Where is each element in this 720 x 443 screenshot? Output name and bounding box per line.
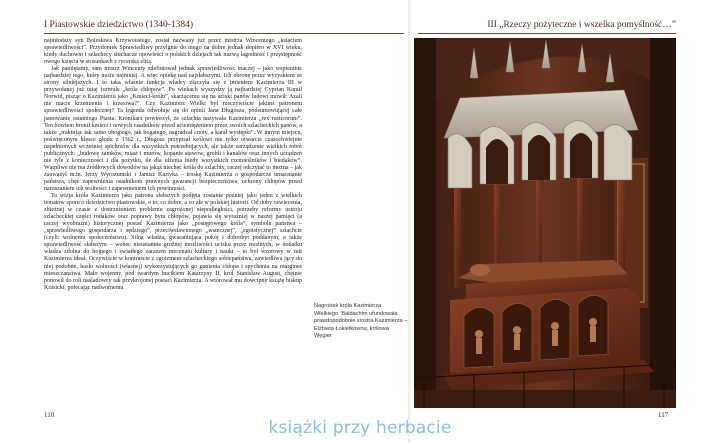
watermark: książki przy herbacie: [268, 418, 452, 438]
paragraph-2: Jak pamiętamy, sam mistrz Wincenty zdefiniował jednak sprawiedliwość inaczej – jako wspieranie najbardziej tego, który może najmniej. A więc opiekę nad najsłabszymi. Ich obronę przez wyzyskiem ze strony silniejszych. I to taka właśnie funkcja władcy złączyła się z imieniem Kazimierza III w przywołanej już tutaj formule „króla chłopów”. Po wiekach wyszydzy ją najbardziej Cyprian Kamil Norwid, pisząc o Kazimierzu jako „Kmieci-królu”, skarżącemu się na uciski panów ludowi mówił: Azali nie macie krzemienia i krzesiwa?”. Czy Kazimierz Wielki był rzeczywiście jakimś patronem sprawiedliwości społecznej? Ta legenda odwołuje się do opinii Jana Długosza, podsumowującej całe panowanie ostatniego Piasta. Kronikarz powtórzył, że szlachta nazywała Kazimierza „rex rusticorum”. Ten bowiem bronił kmieci i nowych osadników przed uciemiężeniem przez swoich szlacheckich panów, a także „traktując tak samo ubogiego, jak bogatego, nagradzał cnoty, a karał występki”. W innym miejscu, poświęconym klęsce głodu z 1362 r., Długosz przypisał królowi nie tylko otwarcie czasochwiejnie napełnionych wcześniej spichrzów dla wszystkich potrzebujących, ale także zarządzenie wielkich robót publicznych: „budowę zamków, miast i murów, kopanie stawów, grobli i kanałów oraz innych urządzeń nie tyle z konieczności i dla pożytku, ile dla ulżenia biedy wszystkich rzemieślników i biedaków”. Wątpliwe nie ma źródłowych dowodów na jakąś niechęć króla do szlachty, raczej odczytać to można – jak zauważył m.in. Jerzy Wyrozumski i Janusz Kurtyka – troskę Kazimierza o gospodarcze umacnianie państwa, chęć zapewnienia osadnikom prawnych gwarancji bezpieczeństwa, ochrony chłopów przed naruszaniem ich wolności i zapewnieniem ich powinności.: [44, 66, 302, 192]
right-page-number: 117: [658, 411, 669, 419]
right-header-rule: [418, 33, 676, 34]
paragraph-1: najmłodszy syn Bolesława Krzywoustego, został nazwany już przez mistrza Wincentego „księciem sprawiedliwości”. Przydomek Sprawiedliwy przylgnie do niego na dobre jednak dopiero w XVI wieku, kiedy duchowni i szlachecy słuchacze opowieści o polskich dziejach tak nazwą łagodność i przystępność owego księcia w stosunkach z rycerską elitą.: [44, 38, 302, 66]
left-page-number: 110: [44, 411, 55, 419]
left-header-rule: [44, 33, 404, 34]
tomb-illustration: [414, 38, 676, 408]
left-running-header: I Piastowskie dziedzictwo (1340-1384): [44, 20, 194, 30]
paragraph-3: Ta wizja króla Kazimierza jako patrona słabszych podjęta zostanie później jako jeden z wielkich tematów sporu o dziedzictwo piastowskie, o to, co dobre, a co złe w polskiej historii. Od doby oświecenia, zbieżnej w czasie z dostrzeżeniem problemu zagrożonej niepodległości, potrzeby reformy ustroju szlacheckiej części rodaków oraz poprawy bytu chłopów, pojawia się wyraźniej w naszej pamięci (a raczej wyobraźni) historycznej postać Kazimierza jako „postępowego króla”, symbolu państwa – „sprawiedliwego gospodarza i sędziego”, przeciwstawionego „wstecznej”, „egoistycznej” szlachcie (czyli: wolnemu społeczeństwu). Silna władza, gwarantująca pokój i dobrobyt poddanym, a także sprawiedliwość słabszym – wobec nieustannie groźnej możliwości ucisku przez możnych, w dodatku władza zdolna do hojnego i światłego zarazem mecenatu kultury i nauki – to był wzorowy w mit Kazimierza ideał. Oczywiście w kontraście z egoizmem szlacheckiego sobiepaństwa, zawiedliwa jący do niej podobne, hasło wolności (własnej) wykorzystujących go ganienia chłopa i spychania na margines mieszczaństwa. Mało wojenny, pod twardym bucikiem Katarzyny II, król Stanisław August, chętnie ponowił do roli naśladowcy tak przykrojonej postaci Kazimierza. A wtórował mu dowcipny książę biskup Krasicki, polecając nadwornemu: [44, 193, 302, 291]
left-body-text: [44, 38, 302, 408]
right-running-header: III „Rzeczy pożyteczne i wszelka pomyślność…”: [487, 20, 676, 30]
tomb-photo: [414, 38, 676, 408]
photo-caption: Nagrobek króla Kazimierza Wielkiego. Baldachim ufundowała prawdopodobnie siostra Kazimierza – Elżbieta Łokietkówna, królowa Węgier: [314, 303, 408, 340]
